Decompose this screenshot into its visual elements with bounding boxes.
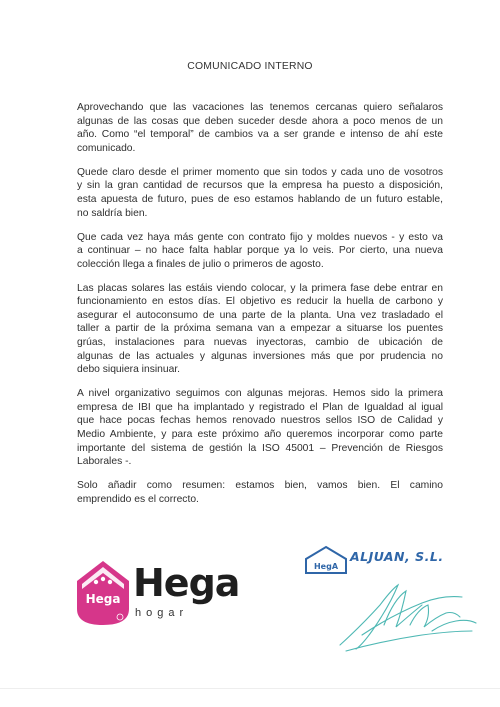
text-line: Solo añadir como resumen: estamos bien, vamos bien. El camino [77,480,443,492]
text-line: no saldría bien. [77,207,148,219]
paragraph-contracts [77,231,443,272]
letter-body [77,101,443,517]
text-line: y sin la gran cantidad de recursos que la empresa ha puesto a disposición, [77,180,443,192]
company-stamp [302,545,462,655]
scan-bottom-edge [0,688,500,689]
text-line: Laborales -. [77,456,132,468]
text-line: emprendido es el correcto. [77,493,199,505]
hega-house-icon [74,559,132,627]
text-line: comunicado. [77,142,136,154]
text-line: Las placas solares las estáis viendo colocar, y la primera fase debe entrar en [77,282,443,294]
text-line: año. Como “el temporal” de cambios va a ser grande e intenso de ahí este [77,129,443,141]
text-line: empresa de IBI que ha implantado y registrado el Plan de Igualdad al igual [77,401,443,413]
text-line: asegurar el autoconsumo de una parte de la planta. Una vez trasladado el [77,309,443,321]
svg-text:Hega: Hega [85,592,121,606]
text-line: colección llega a finales de julio o primeros de agosto. [77,258,324,270]
text-line: debo siquiera insinuar. [77,364,181,376]
hega-tagline: hogar [135,607,189,619]
text-line: algunas de las cosas que deben suceder desde ahora a poco menos de un [77,115,443,127]
handwritten-signature [332,565,482,655]
text-line: Quede claro desde el primer momento que sin todos y cada uno de vosotros [77,166,443,178]
text-line: a continuar – no hace falta hablar porque ya lo veis. Por cierto, una nueva [77,245,443,257]
paragraph-organization [77,387,443,469]
paragraph-summary [77,479,443,506]
document-title: COMUNICADO INTERNO [187,61,313,72]
paragraph-vacations [77,101,443,155]
text-line: Aprovechando que las vacaciones las tenemos cercanas quiero señalaros [77,102,443,113]
text-line: importante del sistema de gestión la ISO 45001 – Prevención de Riesgos [77,442,443,454]
text-line: esta apuesta de futuro, pues de eso estamos hablando de un futuro estable, [77,193,443,205]
text-line: Que cada vez haya más gente con contrato fijo y moldes nuevos - y esto va [77,231,443,243]
paragraph-solar [77,282,443,377]
text-line: taller a partir de la próxima semana van a empezar a situarse los puentes [77,323,443,335]
text-line: que hace pocas fechas hemos renovado nuestros sellos ISO de Calidad y [77,415,443,427]
paragraph-commitment [77,166,443,220]
hega-brand-name: Hega [133,561,240,605]
text-line: Medio Ambiente, y para este próximo año queremos incorporar como parte [77,429,443,441]
hega-logo [74,559,244,631]
text-line: grúas, instalaciones para nuevas inyectoras, cambio de ubicación de [77,337,443,349]
text-line: algunas de las actuales y algunas inversiones más que por prudencia no [77,350,443,362]
stamp-company-name: ALJUAN, S.L. [350,549,444,564]
text-line: A nivel organizativo seguimos con algunas mejoras. Hemos sido la primera [77,388,443,400]
text-line: funcionamiento en estos días. El objetivo es reducir la huella de carbono y [77,296,443,308]
svg-text:HegA: HegA [313,562,339,571]
